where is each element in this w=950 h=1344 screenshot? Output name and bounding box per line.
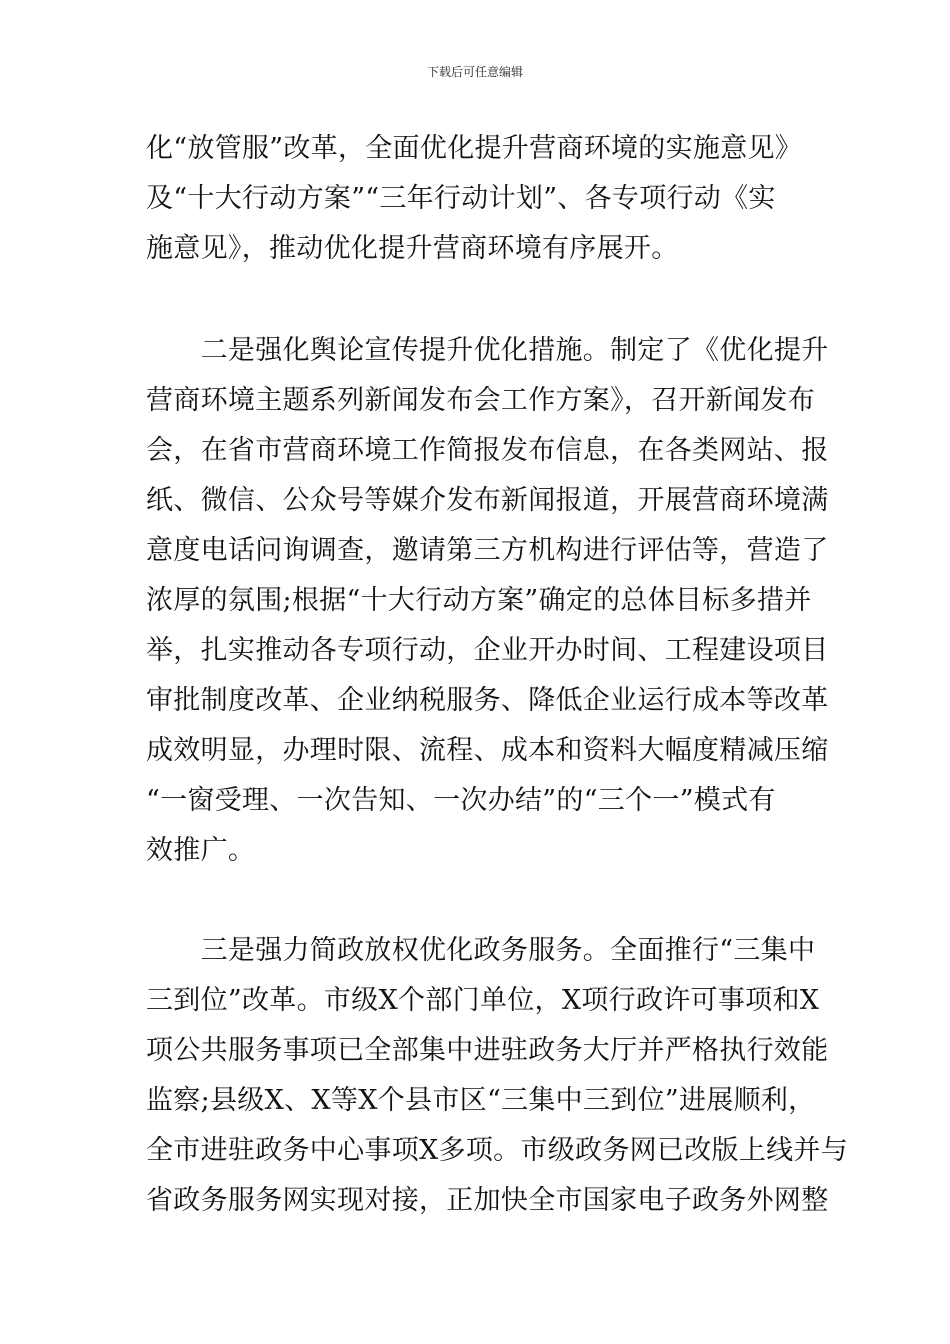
text-line: 施意见》，推动优化提升营商环境有序展开。 — [146, 233, 679, 264]
text-line: 化“放管服”改革，全面优化提升营商环境的实施意见》 — [146, 133, 803, 164]
text-line: 二是强化舆论宣传提升优化措施。制定了《优化提升 — [146, 335, 829, 366]
page-header-note: 下载后可任意编辑 — [426, 65, 523, 79]
text-line: 省政务服务网实现对接，正加快全市国家电子政务外网整 — [146, 1185, 829, 1216]
paragraph-3 — [146, 926, 849, 1226]
text-line: 效推广。 — [146, 835, 256, 866]
text-line: 三是强力简政放权优化政务服务。全面推行“三集中 — [146, 935, 816, 966]
text-line: 成效明显，办理时限、流程、成本和资料大幅度精减压缩 — [146, 735, 829, 766]
text-line: 会，在省市营商环境工作简报发布信息，在各类网站、报 — [146, 435, 829, 466]
paragraph-1 — [146, 124, 808, 274]
document-body — [146, 124, 849, 1226]
text-line: 全市进驻政务中心事项X多项。市级政务网已改版上线并与 — [146, 1135, 849, 1166]
text-line: 及“十大行动方案”“三年行动计划”、各专项行动《实 — [146, 183, 776, 214]
text-line: 意度电话问询调查，邀请第三方机构进行评估等，营造了 — [146, 535, 829, 566]
text-line: 三到位”改革。市级X个部门单位，X项行政许可事项和X — [146, 985, 820, 1016]
paragraph-gap — [146, 274, 808, 326]
text-line: 营商环境主题系列新闻发布会工作方案》，召开新闻发布 — [146, 385, 815, 416]
text-line: 浓厚的氛围;根据“十大行动方案”确定的总体目标多措并 — [146, 585, 812, 616]
text-line: “一窗受理、一次告知、一次办结”的“三个一”模式有 — [146, 785, 776, 816]
text-line: 纸、微信、公众号等媒介发布新闻报道，开展营商环境满 — [146, 485, 829, 516]
paragraph-2 — [146, 326, 829, 876]
text-line: 举，扎实推动各专项行动，企业开办时间、工程建设项目 — [146, 635, 829, 666]
paragraph-gap — [146, 876, 808, 926]
text-line: 项公共服务事项已全部集中进驻政务大厅并严格执行效能 — [146, 1035, 829, 1066]
text-line: 审批制度改革、企业纳税服务、降低企业运行成本等改革 — [146, 685, 829, 716]
text-line: 监察;县级X、X等X个县市区“三集中三到位”进展顺利， — [146, 1085, 816, 1116]
